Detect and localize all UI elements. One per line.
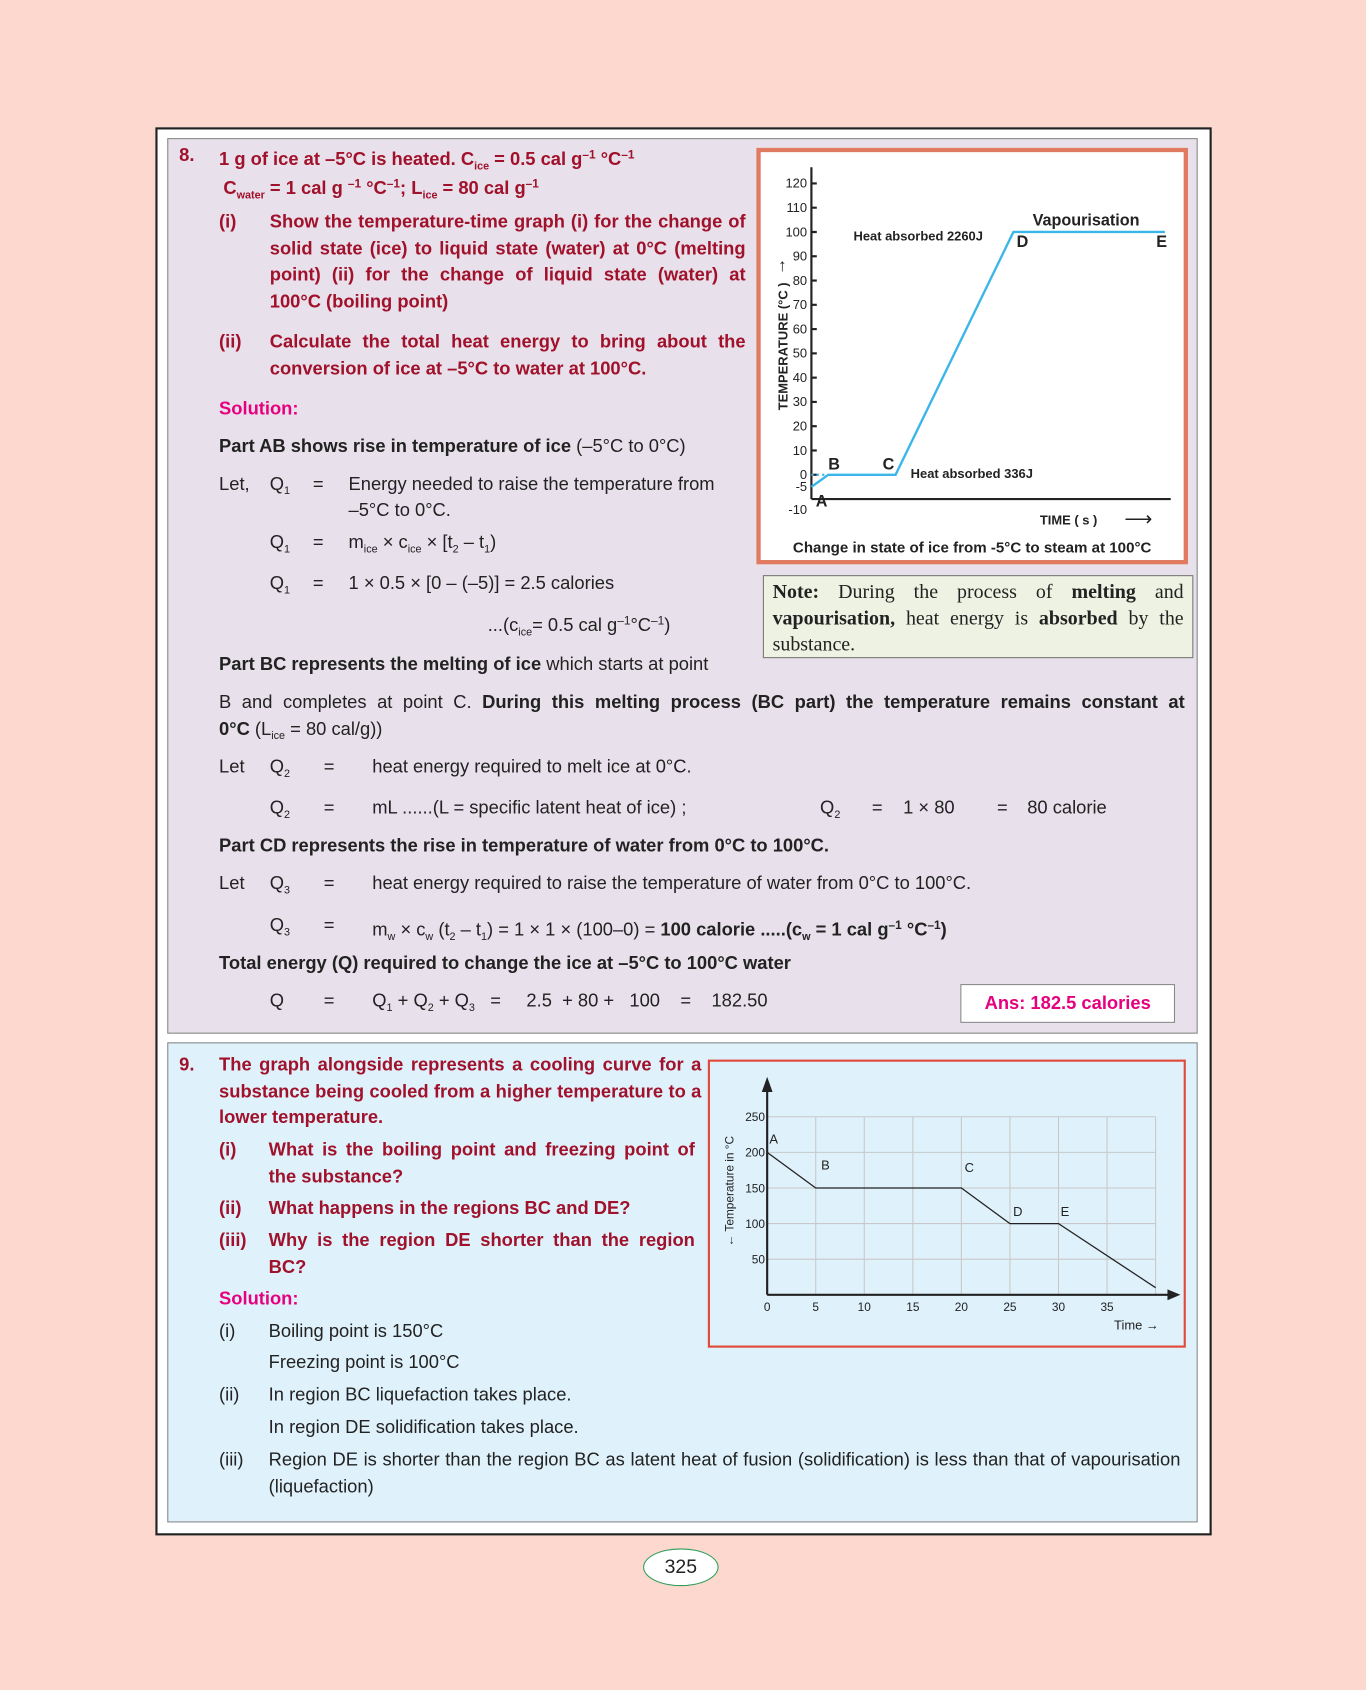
y-tick-label: 90 [792,248,808,264]
y-tick-label: 50 [751,1252,766,1267]
q3-definition: heat energy required to raise the temperature of water from 0°C to 100°C. [372,872,972,894]
answer-label: (i) [219,1320,236,1342]
y-tick-label: 0 [799,467,808,483]
answer-label: (iii) [219,1449,244,1470]
y-tick-label: 150 [745,1181,766,1196]
y-tick-label: 200 [745,1145,766,1160]
answer-line: Freezing point is 100°C [268,1351,460,1373]
answer-label: (ii) [219,1384,240,1405]
point-label-a: A [815,492,828,511]
question-text: The graph alongside represents a cooling curve for a substance being cooled from a higher temperature to a lower temperature. [219,1054,702,1128]
x-tick-label: 25 [1003,1299,1017,1314]
q1-calculation: 1 × 0.5 × [0 – (–5)] = 2.5 calories [348,572,615,594]
question-line-1: 1 g of ice at –5°C is heated. $C_{ice} = 0.5$ cal $g^{-1}$ $^\circ C^{-1}$ [219,148,635,173]
heating-curve-svg [761,152,1184,560]
y-axis-label: ← Temperature in °C [722,1135,737,1247]
total-q-symbol: Q [269,990,285,1012]
q2-symbol: $Q_2$ [269,797,291,822]
equals: = [323,990,335,1012]
equals: = [323,797,335,818]
q3-formula: $m_w \times c_w$ $(t_2 - t_1) = 1 \times 1 \times (100-0) = 100$ calorie $.....(c_w = 1$ cal $g^{-1}$ $^\circ C^{-1}$) [372,919,947,944]
question-number: 8. [179,144,195,166]
answer-line: Region DE is shorter than the region BC as latent heat of fusion (solidification) is less than that of vapourisation (liquefaction) [268,1449,1181,1497]
subquestion-text: Show the temperature-time graph (i) for the change of solid state (ice) to liquid state (water) at 0°C (melting point) (ii) for the change of liquid state (water) at 100°C (boiling point) [269,211,746,312]
part-ab-text: Part AB shows rise in temperature of ice (–5°C to 0°C) [219,435,686,457]
q1-definition-cont: –5°C to 0°C. [348,499,451,521]
subquestion-text: What is the boiling point and freezing point of the substance? [268,1139,695,1187]
y-tick-label: 70 [792,297,808,313]
answer-line: In region DE solidification takes place. [268,1416,579,1438]
equals: = [312,572,324,594]
equals: = [323,872,335,894]
solution-heading: Solution: [219,1288,299,1309]
x-axis-label: TIME ( s ) [1039,512,1098,528]
subquestion-text: Why is the region DE shorter than the region BC? [268,1230,695,1277]
y-tick-label: 100 [785,224,808,240]
equals: = [323,914,335,936]
point-label-d: D [1013,1204,1023,1220]
chart-caption: Change in state of ice from -5°C to steam at 100°C [792,539,1152,557]
x-tick-label: 5 [812,1299,820,1314]
cooling-curve-svg [710,1062,1184,1346]
heating-curve-line [811,232,1164,487]
point-label-c: C [964,1159,974,1175]
equals: = [871,797,883,818]
y-tick-label: 40 [792,369,808,385]
point-label-c: C [882,455,895,474]
question-line-2: $C_{water} = 1$ cal g $^{-1}$ $^\circ C^{-1}$; $L_{ice} = 80$ cal $g^{-1}$ [223,178,539,202]
subquestion-label: (i) [219,211,237,232]
y-tick-label: 80 [792,272,808,288]
x-tick-label: 20 [954,1299,968,1314]
y-tick-label: 120 [785,175,808,191]
page-number: 325 [643,1548,719,1586]
y-tick-label: -5 [795,479,808,495]
annotation-vapourisation: Vapourisation [1032,211,1140,230]
let-label: Let, [219,473,250,495]
point-label-e: E [1060,1204,1070,1220]
part-cd-text: Part CD represents the rise in temperature of water from 0°C to 100°C. [219,835,830,856]
equals: = [996,797,1008,818]
annotation-heat-336j: Heat absorbed 336J [910,465,1033,481]
note-box: Note: During the process of melting and vapourisation, heat energy is absorbed by the substance. [763,575,1194,658]
q1-symbol: $Q_1$ [269,531,291,556]
part-bc-latent: 0°C ($L_{ice} = 80$ cal/g)) [219,718,383,743]
equals: = [312,473,324,495]
cooling-curve-chart [708,1060,1186,1348]
q2-symbol: $Q_2$ [269,756,291,781]
subquestion-label: (i) [219,1139,237,1160]
q1-formula: $m_{ice} \times c_{ice} \times [t_2 - t_1)$ [348,531,497,556]
answer-line: In region BC liquefaction takes place. [268,1384,572,1405]
x-tick-label: 35 [1100,1299,1114,1314]
q2-symbol: $Q_2$ [820,797,841,822]
part-bc-continued: B and completes at point C. During this melting process (BC part) the temperature remains constant at [219,691,1185,713]
y-tick-label: 20 [792,418,808,434]
y-tick-label: 60 [792,321,808,337]
y-tick-label: 10 [792,442,808,458]
point-label-a: A [769,1131,778,1147]
total-formula: $Q_1 + Q_2 + Q_3$ = 2.5 + 80 + 100 = 182.50 [372,990,768,1015]
x-tick-label: 0 [763,1299,771,1314]
q1-note: $...(c_{ice}= 0.5$ cal $g^{-1}^\circ C^{-1}$) [487,615,671,639]
heating-curve-chart [756,148,1188,564]
question-number: 9. [179,1054,195,1075]
point-label-d: D [1016,233,1029,252]
total-energy-heading: Total energy (Q) required to change the ice at –5°C to 100°C water [219,952,791,974]
x-tick-label: 10 [857,1299,871,1314]
x-axis-label: Time → [1114,1317,1159,1333]
y-tick-label: 110 [786,200,808,216]
q3-symbol: $Q_3$ [269,872,291,897]
y-tick-label: 50 [792,345,808,361]
x-tick-label: 15 [906,1299,920,1314]
point-label-e: E [1156,233,1168,252]
equals: = [323,756,335,777]
q2-calculation: 1 × 80 [903,797,955,818]
let-label: Let [219,872,245,894]
let-label: Let [219,756,245,777]
solution-heading: Solution: [219,398,299,419]
y-tick-label: -10 [788,502,808,518]
annotation-heat-2260j: Heat absorbed 2260J [853,228,983,244]
q2-result: 80 calorie [1027,797,1107,818]
y-tick-label: 100 [745,1216,766,1231]
point-label-b: B [828,455,840,474]
x-tick-label: 30 [1051,1299,1066,1314]
subquestion-label: (ii) [219,1197,242,1219]
q2-formula: mL ......(L = specific latent heat of ice) ; [372,797,687,818]
q3-symbol: $Q_3$ [269,914,291,939]
x-axis-arrow-icon [1167,1289,1180,1300]
y-axis-arrow-icon [762,1077,773,1092]
subquestion-text: Calculate the total heat energy to bring about the conversion of ice at –5°C to water at 100°C. [269,331,746,379]
y-tick-label: 30 [792,394,808,410]
x-axis-arrow-icon: ⟶ [1124,508,1153,531]
subquestion-text: What happens in the regions BC and DE? [268,1197,631,1219]
q1-symbol: $Q_1$ [269,572,291,597]
q1-definition: Energy needed to raise the temperature from [348,473,715,495]
y-axis-arrow-icon: ↑ [777,254,787,275]
subquestion-label: (ii) [219,331,242,352]
answer-line: Boiling point is 150°C [268,1320,444,1342]
q2-definition: heat energy required to melt ice at 0°C. [372,756,692,777]
y-tick-label: 250 [745,1110,766,1125]
q1-symbol: $Q_1$ [269,473,291,498]
part-bc-text: Part BC represents the melting of ice which starts at point [219,653,709,675]
point-label-b: B [821,1157,830,1173]
y-axis-label: TEMPERATURE (°C ) [775,282,791,411]
equals: = [312,531,324,553]
answer-box: Ans: 182.5 calories [960,984,1175,1023]
subquestion-label: (iii) [219,1230,247,1251]
